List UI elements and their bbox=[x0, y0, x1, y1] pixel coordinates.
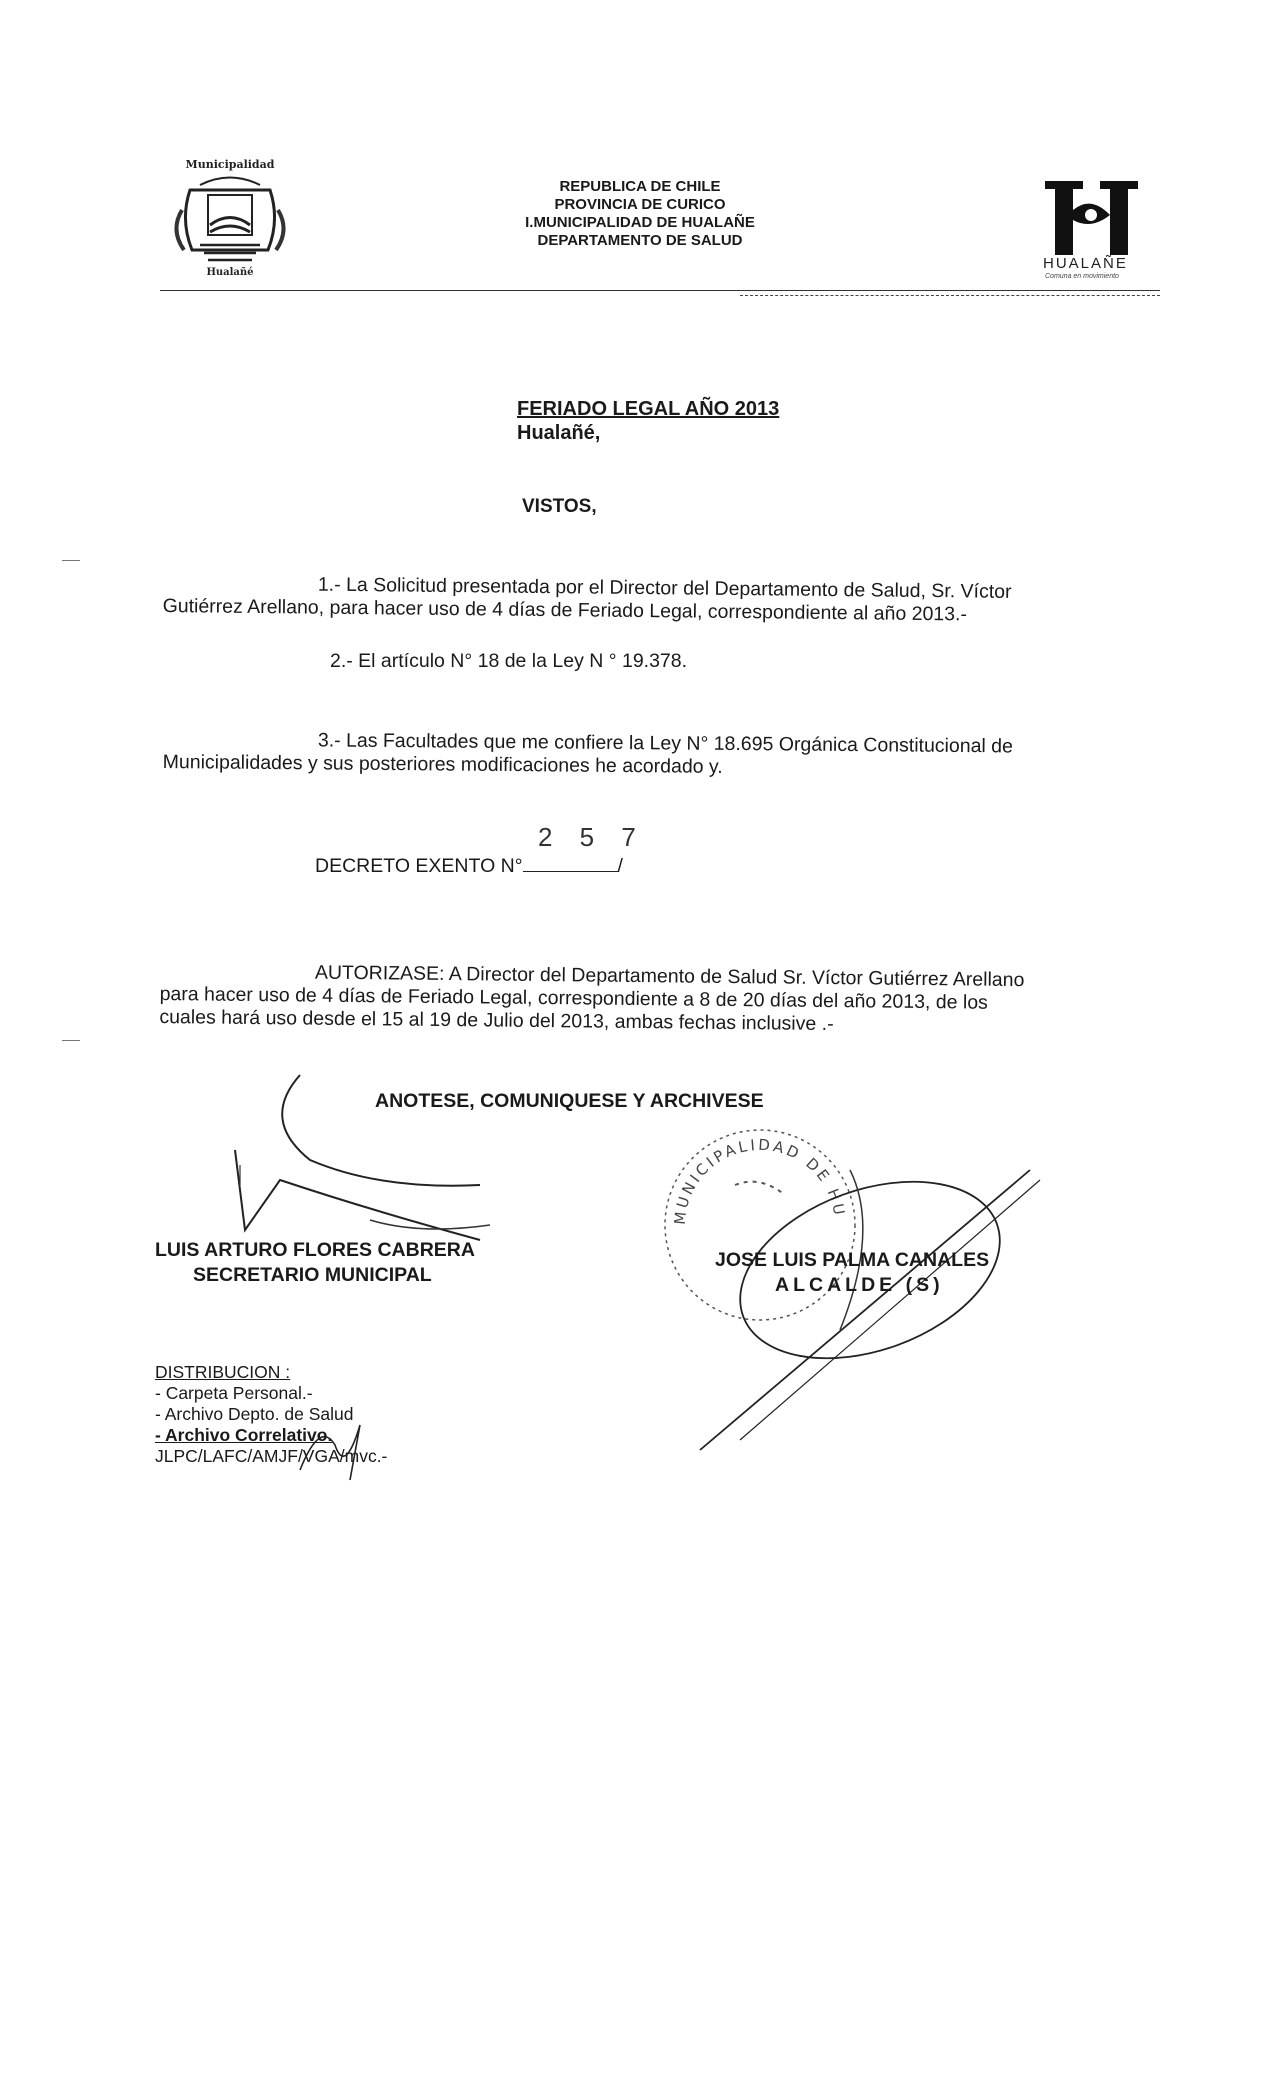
decreto-line bbox=[315, 855, 623, 878]
paragraph-3-line-2: Municipalidades y sus posteriores modificaciones he acordado y. bbox=[162, 750, 723, 778]
header-line-municipalidad: I.MUNICIPALIDAD DE HUALAÑE bbox=[525, 214, 755, 231]
alcalde-title: ALCALDE (S) bbox=[775, 1274, 944, 1296]
place-line: Hualañé, bbox=[517, 422, 601, 444]
paragraph-autorizase bbox=[159, 960, 1160, 1039]
hualane-logo bbox=[1035, 175, 1165, 285]
document-title bbox=[517, 397, 779, 445]
decreto-label: DECRETO EXENTO N° bbox=[315, 855, 523, 877]
distribucion-item: - Archivo Depto. de Salud bbox=[155, 1404, 354, 1424]
municipal-seal bbox=[170, 150, 290, 280]
closing-formula: ANOTESE, COMUNIQUESE Y ARCHIVESE bbox=[375, 1090, 764, 1112]
header-block bbox=[460, 178, 820, 250]
title-line: FERIADO LEGAL AÑO 2013 bbox=[517, 398, 780, 420]
seal-bottom-text: Hualañé bbox=[206, 267, 254, 278]
decreto-blank bbox=[523, 855, 618, 872]
header-line-departamento: DEPARTAMENTO DE SALUD bbox=[537, 232, 743, 249]
paragraph-1 bbox=[163, 572, 1163, 628]
paragraph-3-line-1: 3.- Las Facultades que me confiere la Ley N° 18.695 Orgánica Constitucional de bbox=[317, 729, 1013, 758]
distribucion-heading: DISTRIBUCION : bbox=[155, 1362, 291, 1382]
distribucion-item: - Archivo Correlativo. bbox=[155, 1425, 333, 1445]
autorizase-line-3: cuales hará uso desde el 15 al 19 de Julio del 2013, ambas fechas inclusive .- bbox=[159, 1005, 834, 1036]
seal-top-text: Municipalidad bbox=[185, 158, 275, 171]
stamp-ring-text: MUNICIPALIDAD DE HUALAÑE bbox=[652, 1111, 849, 1226]
paragraph-3 bbox=[163, 728, 1163, 783]
autorizase-line-2: para hacer uso de 4 días de Feriado Legal, correspondiente a 8 de 20 días del año 2013, de los bbox=[159, 982, 988, 1014]
logo-label: HUALAÑE bbox=[1043, 255, 1128, 272]
paragraph-2: 2.- El artículo N° 18 de la Ley N ° 19.378. bbox=[330, 650, 688, 672]
distribucion-initials: JLPC/LAFC/AMJF/VGA/mvc.- bbox=[155, 1446, 388, 1466]
paragraph-1-line-1: 1.- La Solicitud presentada por el Director del Departamento de Salud, Sr. Víctor bbox=[317, 573, 1012, 603]
left-signature bbox=[220, 1060, 540, 1260]
secretario-title: SECRETARIO MUNICIPAL bbox=[193, 1264, 432, 1286]
decreto-number-stamp: 2 5 7 bbox=[538, 822, 646, 852]
initials-scribble bbox=[290, 1415, 380, 1485]
alcalde-name: JOSE LUIS PALMA CANALES bbox=[715, 1249, 990, 1271]
margin-mark bbox=[62, 560, 80, 561]
decreto-suffix: / bbox=[617, 855, 623, 877]
vistos-heading: VISTOS, bbox=[522, 496, 597, 517]
header-rule bbox=[160, 290, 1160, 291]
signature-secretario bbox=[155, 1238, 475, 1288]
paragraph-1-line-2: Gutiérrez Arellano, para hacer uso de 4 días de Feriado Legal, correspondiente al año 2013.- bbox=[162, 594, 968, 626]
header-rule-dashed bbox=[740, 295, 1160, 296]
secretario-name: LUIS ARTURO FLORES CABRERA bbox=[155, 1239, 475, 1261]
signature-alcalde bbox=[715, 1248, 989, 1298]
header-line-provincia: PROVINCIA DE CURICO bbox=[554, 196, 726, 213]
margin-mark bbox=[62, 1040, 80, 1041]
right-signature bbox=[680, 1150, 1080, 1480]
autorizase-line-1: AUTORIZASE: A Director del Departamento de Salud Sr. Víctor Gutiérrez Arellano bbox=[314, 961, 1025, 992]
logo-tagline: Comuna en movimiento bbox=[1045, 273, 1119, 280]
distribucion-item: - Carpeta Personal.- bbox=[155, 1383, 313, 1403]
header-line-republica: REPUBLICA DE CHILE bbox=[559, 178, 721, 195]
